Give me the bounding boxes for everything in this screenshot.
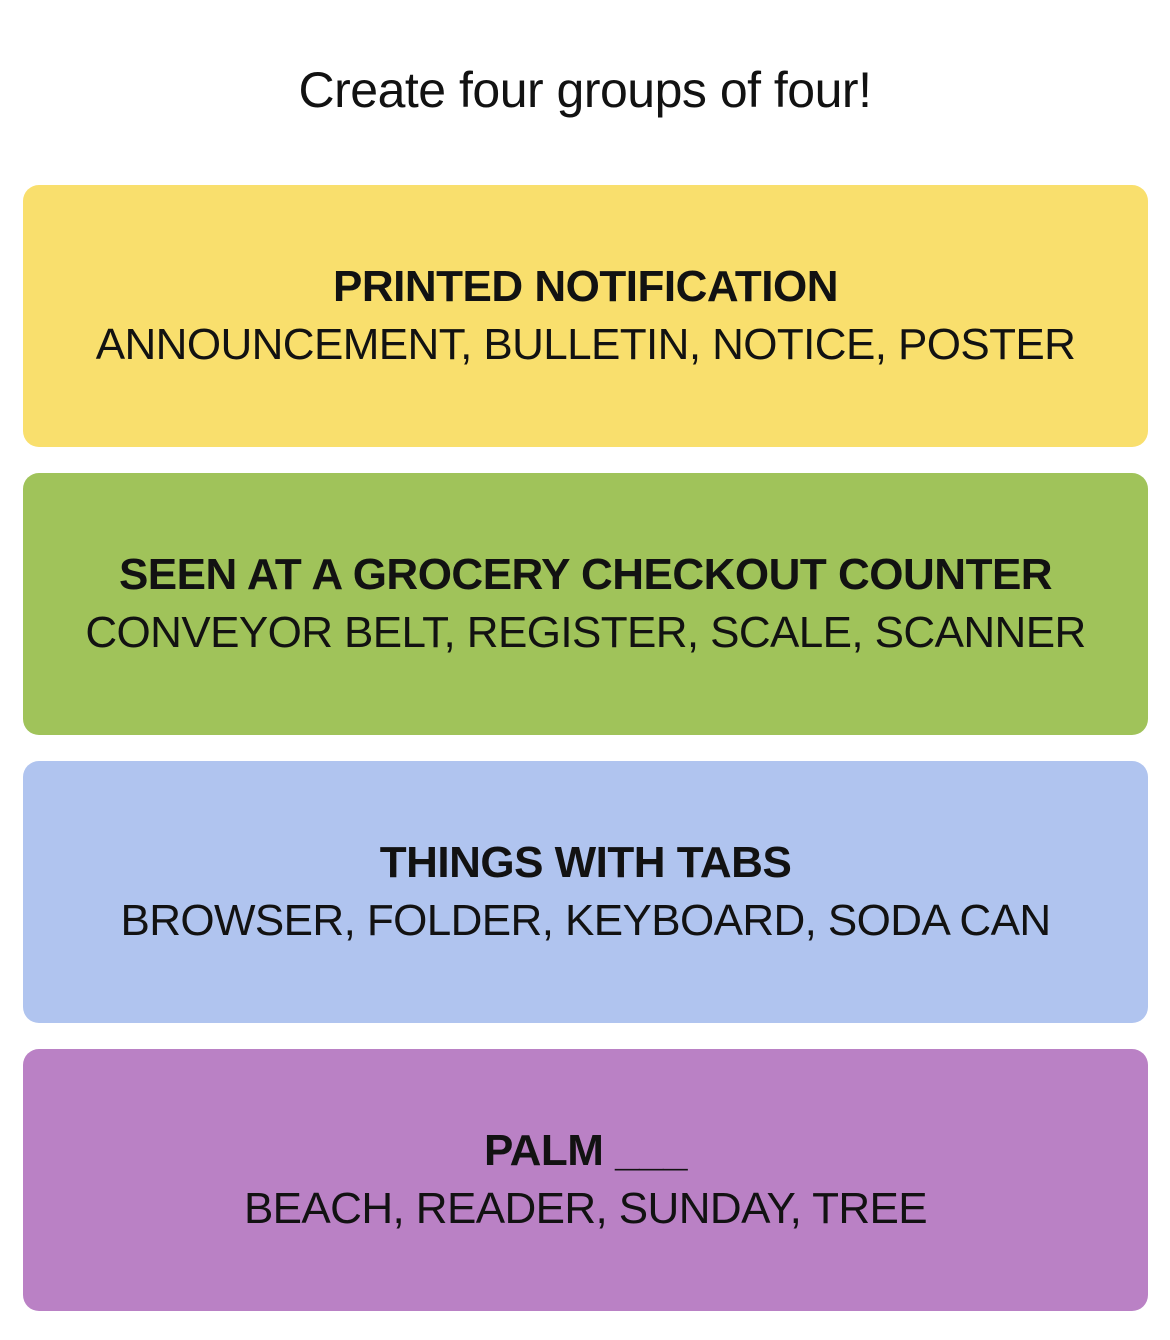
solved-group-green	[23, 473, 1148, 735]
group-title: PALM ___	[483, 1126, 688, 1175]
group-title: THINGS WITH TABS	[379, 838, 792, 887]
group-members: ANNOUNCEMENT, BULLETIN, NOTICE, POSTER	[95, 320, 1076, 369]
instructions-text: Create four groups of four!	[298, 62, 872, 118]
solved-groups-list	[23, 185, 1148, 1311]
group-members: BROWSER, FOLDER, KEYBOARD, SODA CAN	[120, 896, 1051, 945]
solved-group-yellow	[23, 185, 1148, 447]
solved-group-blue	[23, 761, 1148, 1023]
group-title: PRINTED NOTIFICATION	[333, 262, 838, 311]
solved-group-purple	[23, 1049, 1148, 1311]
group-members: BEACH, READER, SUNDAY, TREE	[243, 1184, 928, 1233]
group-members: CONVEYOR BELT, REGISTER, SCALE, SCANNER	[85, 608, 1086, 657]
group-title: SEEN AT A GROCERY CHECKOUT COUNTER	[118, 550, 1053, 599]
